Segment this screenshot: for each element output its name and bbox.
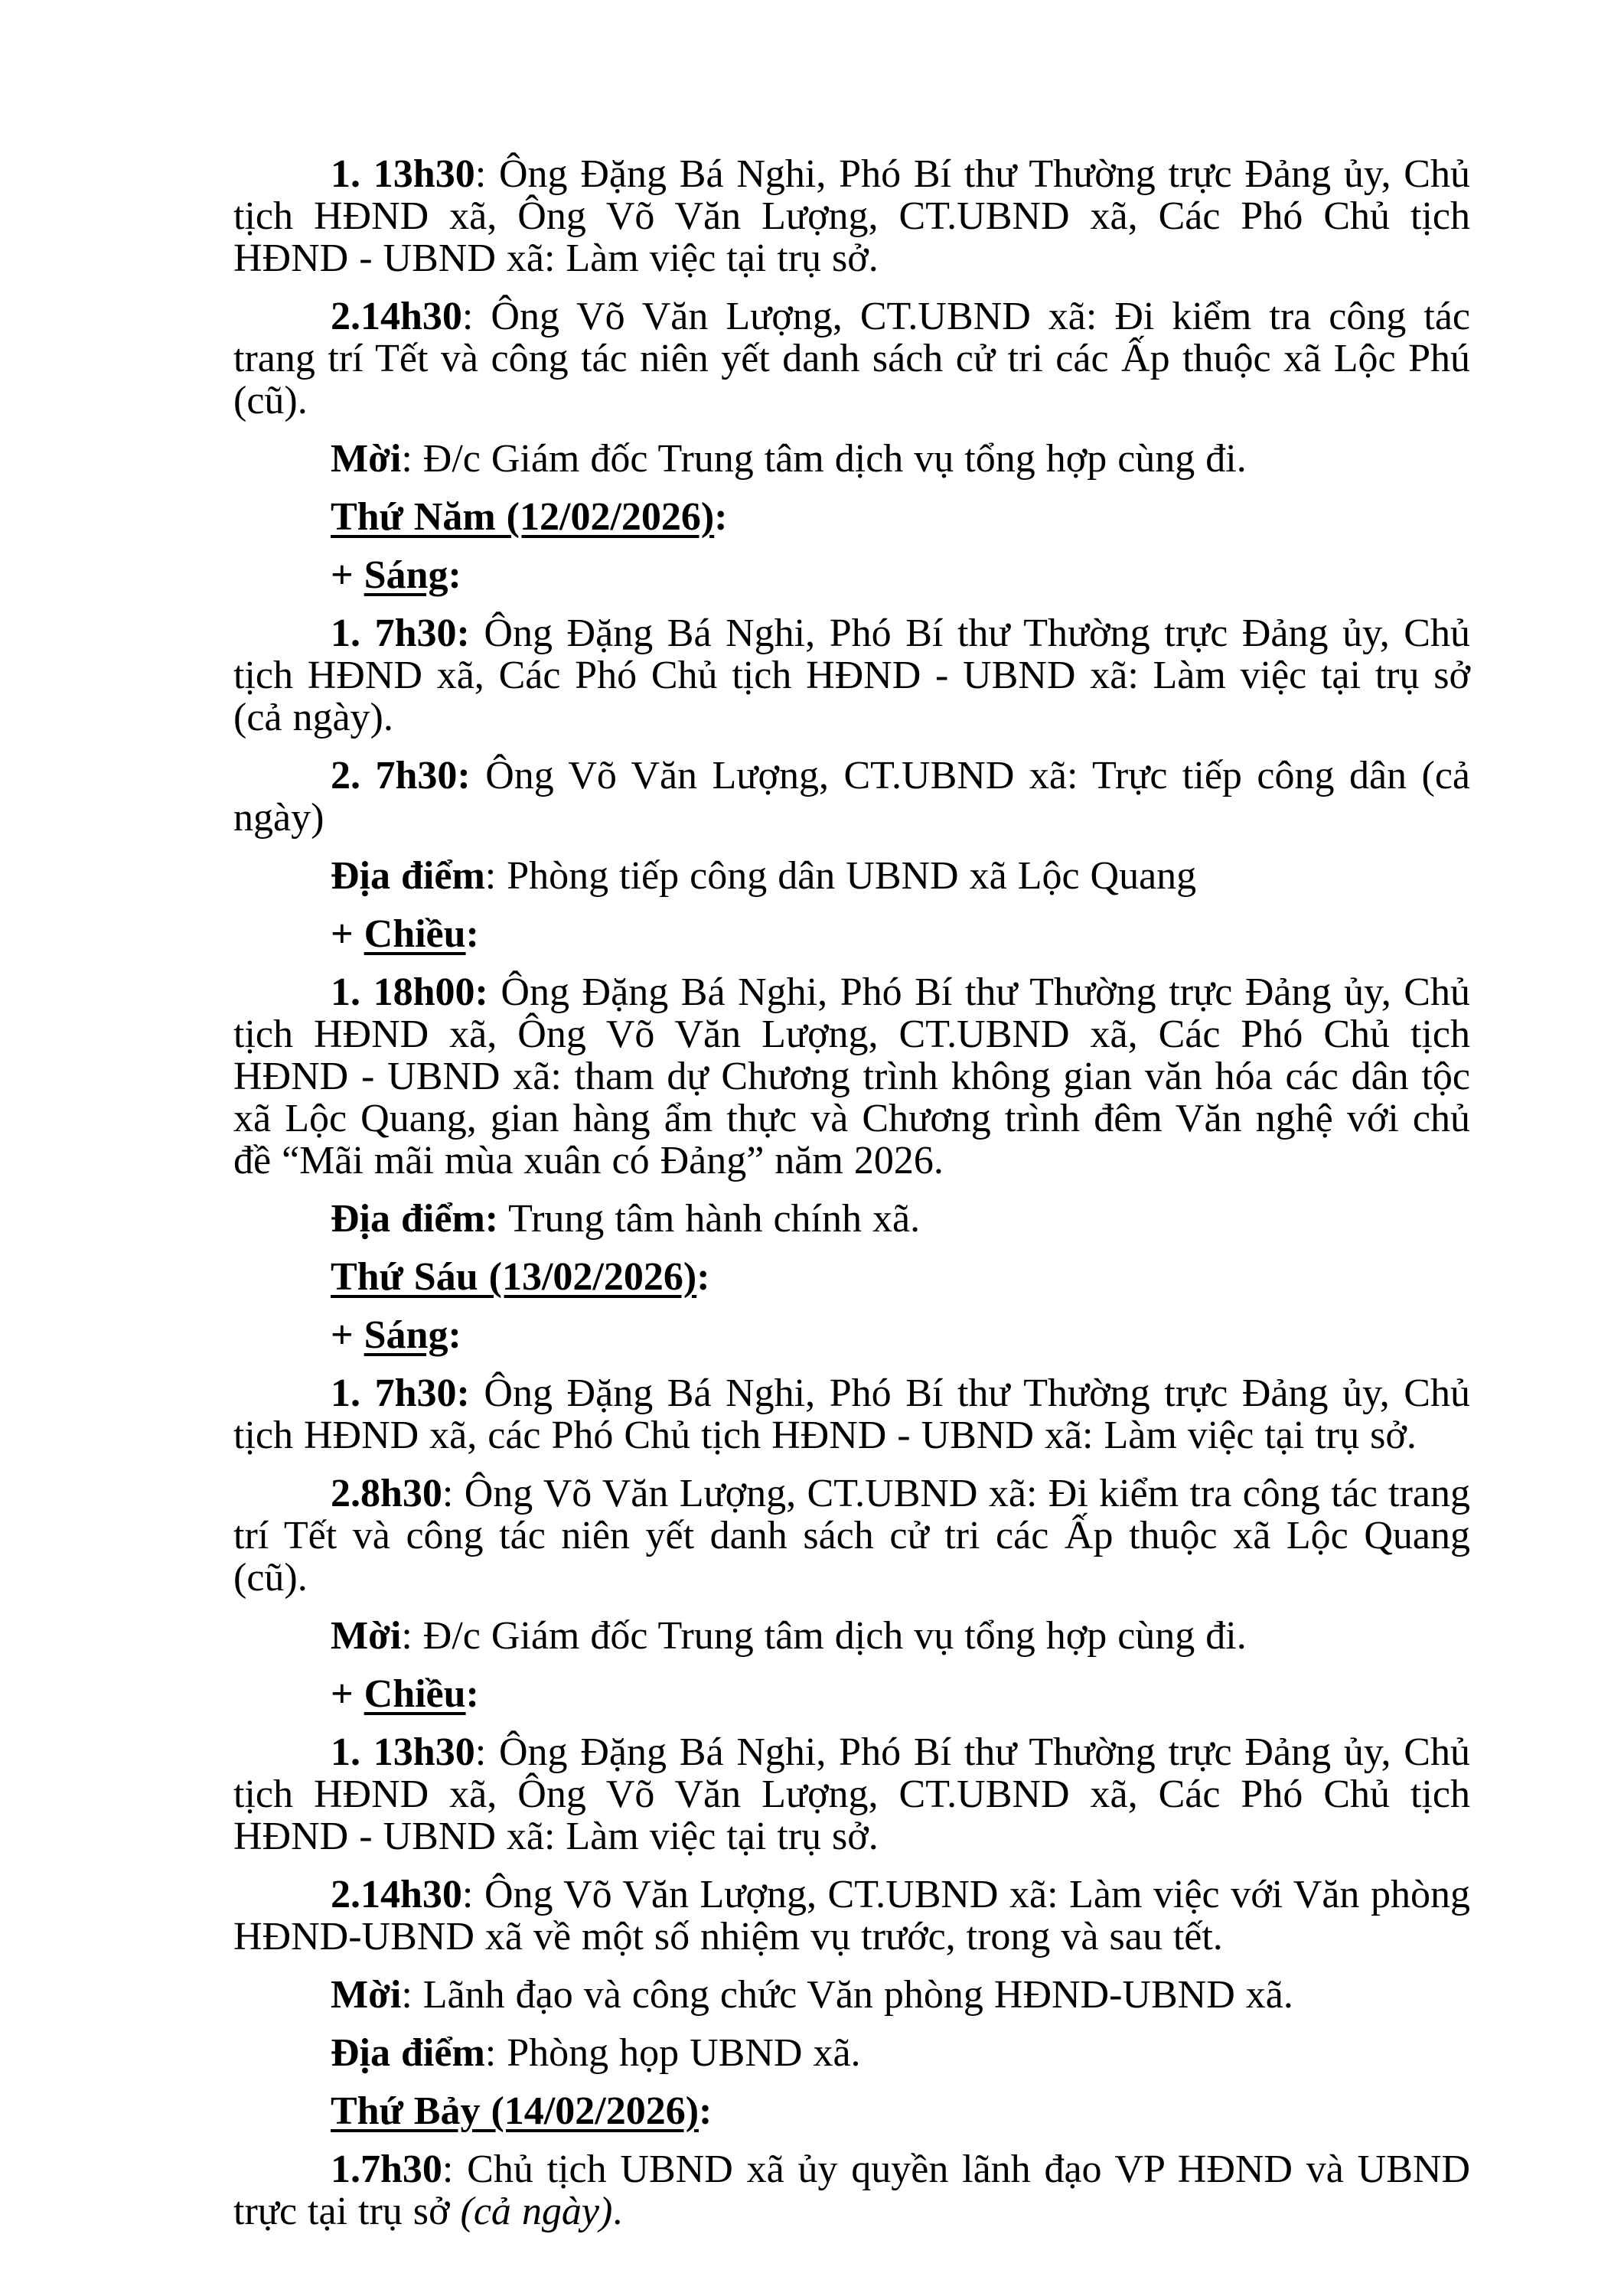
paragraph-tail: . — [612, 2190, 623, 2233]
heading-underlined-text: Chiều — [364, 912, 466, 956]
schedule-item — [233, 755, 1470, 839]
paragraph-text: Ông Đặng Bá Nghi, Phó Bí thư Thường trực Đảng ủy, Chủ tịch HĐND xã, Ông Võ Văn Lượng, CT.UBND xã, Các Phó Chủ tịch HĐND - UBND xã: tham dự Chương trình không gian văn hóa các dân tộc xã Lộc Quang, gian hàng ẩm thực và Chương trình đêm Văn nghệ với chủ đề “Mãi mãi mùa xuân có Đảng” năm 2026. — [233, 970, 1470, 1182]
schedule-item — [233, 295, 1470, 422]
schedule-item — [233, 971, 1470, 1182]
paragraph-text: : Phòng tiếp công dân UBND xã Lộc Quang — [484, 854, 1197, 898]
session-heading — [233, 554, 1470, 596]
schedule-item — [233, 2032, 1470, 2074]
paragraph-italic-note: (cả ngày) — [460, 2190, 613, 2233]
paragraph-text: Ông Đặng Bá Nghi, Phó Bí thư Thường trực Đảng ủy, Chủ tịch HĐND xã, các Phó Chủ tịch HĐND - UBND xã: Làm việc tại trụ sở. — [233, 1371, 1470, 1457]
schedule-item — [233, 153, 1470, 279]
paragraph-text: : Ông Đặng Bá Nghi, Phó Bí thư Thường trực Đảng ủy, Chủ tịch HĐND xã, Ông Võ Văn Lượng, CT.UBND xã, Các Phó Chủ tịch HĐND - UBND xã: Làm việc tại trụ sở. — [233, 152, 1470, 280]
session-heading — [233, 1314, 1470, 1356]
schedule-item — [233, 1974, 1470, 2016]
paragraph-bold-lead: Địa điểm — [331, 2031, 485, 2075]
session-plus-sign: + — [331, 1672, 364, 1716]
paragraph-bold-lead: : — [448, 1313, 461, 1357]
paragraph-bold-lead: 1. 13h30 — [331, 152, 475, 196]
paragraph-text: : Ông Võ Văn Lượng, CT.UBND xã: Đi kiểm tra công tác trang trí Tết và công tác niên yết danh sách cử tri các Ấp thuộc xã Lộc Quang (cũ). — [233, 1472, 1470, 1600]
heading-underlined-text: Chiều — [364, 1672, 466, 1716]
paragraph-bold-lead: 2.8h30 — [331, 1472, 442, 1515]
paragraph-text: : Lãnh đạo và công chức Văn phòng HĐND-UBND xã. — [401, 1973, 1293, 2017]
schedule-item — [233, 2148, 1470, 2232]
day-heading — [233, 496, 1470, 538]
schedule-item — [233, 1473, 1470, 1599]
paragraph-bold-lead: : — [714, 495, 728, 539]
paragraph-bold-lead: Địa điểm — [331, 854, 485, 898]
paragraph-text: Ông Đặng Bá Nghi, Phó Bí thư Thường trực Đảng ủy, Chủ tịch HĐND xã, Các Phó Chủ tịch HĐND - UBND xã: Làm việc tại trụ sở (cả ngày). — [233, 612, 1470, 739]
paragraph-text: : Ông Võ Văn Lượng, CT.UBND xã: Làm việc với Văn phòng HĐND-UBND xã về một số nhiệm vụ trước, trong và sau tết. — [233, 1873, 1470, 1958]
paragraph-bold-lead: Mời — [331, 1614, 402, 1658]
paragraph-bold-lead: 2.14h30 — [331, 1873, 462, 1916]
paragraph-bold-lead: Địa điểm: — [331, 1197, 499, 1241]
session-plus-sign: + — [331, 1313, 364, 1357]
schedule-item — [233, 1615, 1470, 1657]
paragraph-bold-lead: 1. 7h30: — [331, 1371, 470, 1415]
paragraph-bold-lead: : — [465, 912, 479, 956]
session-heading — [233, 1673, 1470, 1715]
heading-underlined-text: Thứ Sáu (13/02/2026) — [331, 1255, 697, 1299]
paragraph-bold-lead: 1. 13h30 — [331, 1730, 475, 1774]
paragraph-bold-lead: 2.14h30 — [331, 295, 462, 338]
paragraph-bold-lead: Mời — [331, 437, 402, 481]
paragraph-bold-lead: : — [465, 1672, 479, 1716]
paragraph-bold-lead: 1.7h30 — [331, 2148, 442, 2191]
heading-underlined-text: Sáng — [364, 1313, 448, 1357]
paragraph-text: : Ông Võ Văn Lượng, CT.UBND xã: Đi kiểm tra công tác trang trí Tết và công tác niên yết danh sách cử tri các Ấp thuộc xã Lộc Phú (cũ). — [233, 295, 1470, 422]
paragraph-bold-lead: 1. 18h00: — [331, 970, 488, 1014]
heading-underlined-text: Thứ Năm (12/02/2026) — [331, 495, 715, 539]
paragraph-text: : Đ/c Giám đốc Trung tâm dịch vụ tổng hợp cùng đi. — [401, 437, 1247, 481]
paragraph-bold-lead: 1. 7h30: — [331, 612, 470, 655]
paragraph-text: : Ông Đặng Bá Nghi, Phó Bí thư Thường trực Đảng ủy, Chủ tịch HĐND xã, Ông Võ Văn Lượng, CT.UBND xã, Các Phó Chủ tịch HĐND - UBND xã: Làm việc tại trụ sở. — [233, 1730, 1470, 1858]
paragraph-text: Ông Võ Văn Lượng, CT.UBND xã: Trực tiếp công dân (cả ngày) — [233, 754, 1470, 840]
paragraph-text: : Phòng họp UBND xã. — [484, 2031, 861, 2075]
paragraph-bold-lead: : — [699, 2089, 713, 2133]
schedule-item — [233, 1874, 1470, 1958]
paragraph-bold-lead: 2. 7h30: — [331, 754, 471, 797]
heading-underlined-text: Thứ Bảy (14/02/2026) — [331, 2089, 699, 2133]
heading-underlined-text: Sáng — [364, 553, 448, 597]
paragraph-text: Trung tâm hành chính xã. — [498, 1197, 921, 1241]
session-heading — [233, 913, 1470, 955]
paragraph-bold-lead: : — [448, 553, 461, 597]
document-body — [233, 153, 1470, 2232]
day-heading — [233, 1256, 1470, 1298]
day-heading — [233, 2090, 1470, 2132]
schedule-item — [233, 612, 1470, 739]
schedule-item — [233, 1372, 1470, 1456]
schedule-item — [233, 1198, 1470, 1240]
schedule-item — [233, 1731, 1470, 1857]
paragraph-text: : Chủ tịch UBND xã ủy quyền lãnh đạo VP HĐND và UBND trực tại trụ sở — [233, 2148, 1470, 2233]
schedule-item — [233, 438, 1470, 480]
schedule-item — [233, 855, 1470, 897]
paragraph-bold-lead: : — [696, 1255, 710, 1299]
paragraph-text: : Đ/c Giám đốc Trung tâm dịch vụ tổng hợp cùng đi. — [401, 1614, 1247, 1658]
session-plus-sign: + — [331, 553, 364, 597]
paragraph-bold-lead: Mời — [331, 1973, 402, 2017]
session-plus-sign: + — [331, 912, 364, 956]
